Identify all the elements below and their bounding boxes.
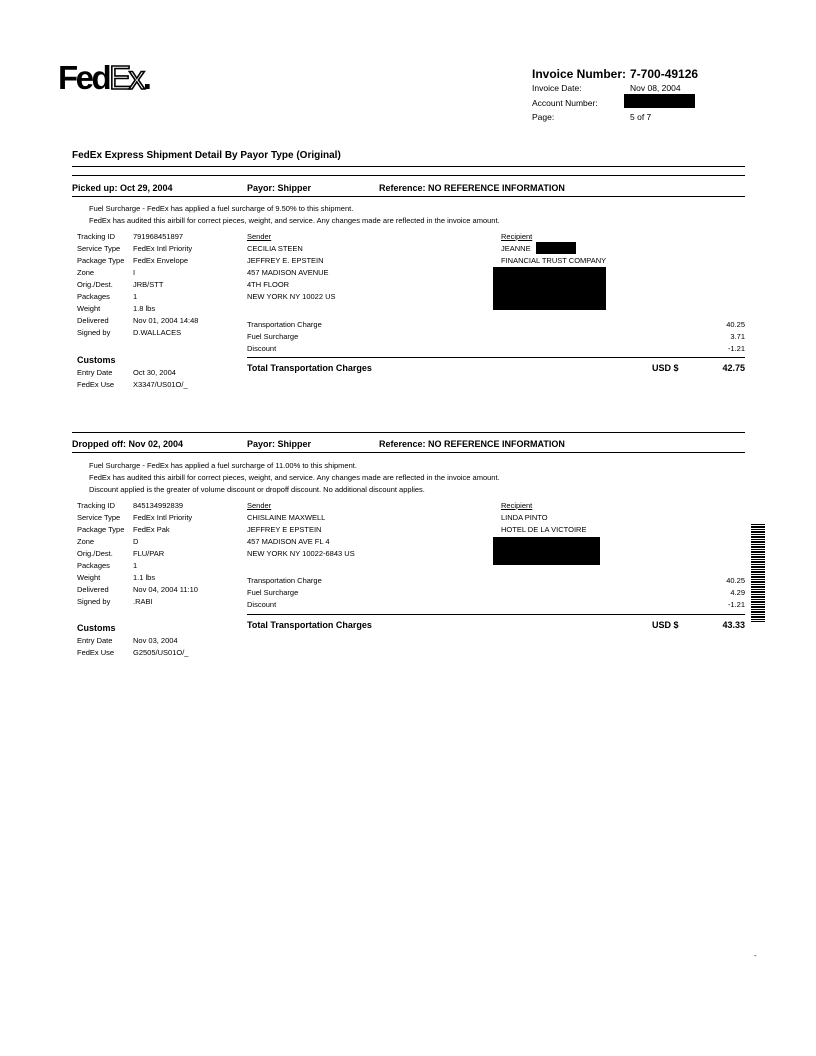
sender-line: 457 MADISON AVENUE — [247, 268, 329, 277]
shipment-payor: Payor: Shipper — [247, 183, 312, 193]
divider — [72, 432, 745, 433]
shipment-note: Discount applied is the greater of volume discount or dropoff discount. No additional discount applies. — [89, 485, 425, 494]
zone-label: Zone — [77, 537, 95, 546]
page-number: 5 of 7 — [630, 112, 652, 122]
fuel-surcharge: 4.29 — [730, 588, 745, 597]
packages: 1 — [133, 561, 138, 570]
tracking-id: 791968451897 — [133, 232, 184, 241]
page-title: FedEx Express Shipment Detail By Payor Type (Original) — [72, 150, 341, 161]
invoice-date: Nov 08, 2004 — [630, 83, 681, 93]
page-label: Page: — [532, 112, 555, 122]
delivered-label: Delivered — [77, 316, 109, 325]
sender-line: 457 MADISON AVE FL 4 — [247, 537, 330, 546]
discount: -1.21 — [727, 600, 745, 609]
shipment-note: Fuel Surcharge - FedEx has applied a fuel surcharge of 9.50% to this shipment. — [89, 204, 354, 213]
total-label: Total Transportation Charges — [247, 620, 372, 630]
total-amount: 43.33 — [722, 620, 745, 630]
weight: 1.8 lbs — [133, 304, 156, 313]
total-amount: 42.75 — [722, 363, 745, 373]
fedex-use: X3347/US01O/_ — [133, 380, 188, 389]
tracking-id: 845134992839 — [133, 501, 184, 510]
sender-line: JEFFREY E. EPSTEIN — [247, 256, 324, 265]
tracking-id-label: Tracking ID — [77, 501, 116, 510]
invoice-number: 7-700-49126 — [630, 67, 699, 81]
sender-line: NEW YORK NY 10022-6843 US — [247, 549, 355, 558]
signed-by-label: Signed by — [77, 328, 111, 337]
total-label: Total Transportation Charges — [247, 363, 372, 373]
shipment-reference: Reference: NO REFERENCE INFORMATION — [379, 439, 565, 449]
account-number-label: Account Number: — [532, 98, 598, 108]
fedex-use-label: FedEx Use — [77, 648, 115, 657]
service-type-label: Service Type — [77, 513, 121, 522]
orig-dest: FLU/PAR — [133, 549, 165, 558]
zone: I — [133, 268, 136, 277]
delivered: Nov 04, 2004 11:10 — [133, 585, 198, 594]
delivered-label: Delivered — [77, 585, 109, 594]
signed-by-label: Signed by — [77, 597, 111, 606]
total-divider — [247, 357, 745, 358]
divider — [72, 452, 745, 453]
fedex-use-label: FedEx Use — [77, 380, 115, 389]
logo-dot: . — [142, 59, 150, 96]
fuel-surcharge-label: Fuel Surcharge — [247, 332, 299, 341]
divider — [72, 175, 745, 176]
shipment-date: Dropped off: Nov 02, 2004 — [72, 439, 184, 449]
signed-by: .RABI — [133, 597, 153, 606]
entry-date-label: Entry Date — [77, 368, 113, 377]
fedex-logo — [58, 60, 149, 96]
sender-heading: Sender — [247, 501, 272, 510]
package-type-label: Package Type — [77, 256, 125, 265]
logo-ex: Ex — [109, 59, 143, 96]
redaction-box — [493, 537, 600, 565]
delivered: Nov 01, 2004 14:48 — [133, 316, 199, 325]
recipient-heading: Recipient — [501, 232, 533, 241]
discount-label: Discount — [247, 344, 277, 353]
zone: D — [133, 537, 139, 546]
customs-heading: Customs — [77, 623, 116, 633]
entry-date-label: Entry Date — [77, 636, 113, 645]
transportation-charge: 40.25 — [726, 576, 745, 585]
package-type: FedEx Envelope — [133, 256, 189, 265]
service-type: FedEx Intl Priority — [133, 244, 193, 253]
fuel-surcharge: 3.71 — [730, 332, 745, 341]
recipient-line: HOTEL DE LA VICTOIRE — [501, 525, 587, 534]
sender-heading: Sender — [247, 232, 272, 241]
shipment-date: Picked up: Oct 29, 2004 — [72, 183, 173, 193]
zone-label: Zone — [77, 268, 95, 277]
redaction-box — [536, 242, 576, 254]
package-type-label: Package Type — [77, 525, 125, 534]
invoice-date-label: Invoice Date: — [532, 83, 582, 93]
weight: 1.1 lbs — [133, 573, 156, 582]
customs-heading: Customs — [77, 355, 116, 365]
footer-mark: - — [754, 951, 757, 960]
packages-label: Packages — [77, 561, 110, 570]
fuel-surcharge-label: Fuel Surcharge — [247, 588, 299, 597]
recipient-line: JEANNE — [501, 244, 531, 253]
currency: USD $ — [652, 620, 679, 630]
recipient-line: FINANCIAL TRUST COMPANY — [501, 256, 607, 265]
sender-line: 4TH FLOOR — [247, 280, 290, 289]
shipment-reference: Reference: NO REFERENCE INFORMATION — [379, 183, 565, 193]
sender-line: NEW YORK NY 10022 US — [247, 292, 336, 301]
shipment-payor: Payor: Shipper — [247, 439, 312, 449]
recipient-heading: Recipient — [501, 501, 533, 510]
fedex-use: G2505/US01O/_ — [133, 648, 189, 657]
sender-line: JEFFREY E EPSTEIN — [247, 525, 322, 534]
shipment-note: Fuel Surcharge - FedEx has applied a fuel surcharge of 11.00% to this shipment. — [89, 461, 357, 470]
redaction-box — [624, 94, 695, 108]
service-type: FedEx Intl Priority — [133, 513, 193, 522]
currency: USD $ — [652, 363, 679, 373]
weight-label: Weight — [77, 573, 101, 582]
packages-label: Packages — [77, 292, 110, 301]
sender-line: CECILIA STEEN — [247, 244, 303, 253]
weight-label: Weight — [77, 304, 101, 313]
discount: -1.21 — [727, 344, 745, 353]
orig-dest: JRB/STT — [133, 280, 164, 289]
discount-label: Discount — [247, 600, 277, 609]
entry-date: Oct 30, 2004 — [133, 368, 176, 377]
packages: 1 — [133, 292, 138, 301]
sender-line: CHISLAINE MAXWELL — [247, 513, 326, 522]
transportation-charge-label: Transportation Charge — [247, 320, 322, 329]
recipient-line: LINDA PINTO — [501, 513, 548, 522]
divider — [72, 166, 745, 167]
service-type-label: Service Type — [77, 244, 121, 253]
logo-fed: Fed — [58, 59, 110, 96]
shipment-note: FedEx has audited this airbill for correct pieces, weight, and service. Any changes made are reflected in the invoice amount. — [89, 216, 500, 225]
invoice-number-label: Invoice Number: — [532, 67, 627, 81]
redaction-box — [493, 267, 606, 310]
orig-dest-label: Orig./Dest. — [77, 549, 113, 558]
orig-dest-label: Orig./Dest. — [77, 280, 113, 289]
transportation-charge: 40.25 — [726, 320, 745, 329]
total-divider — [247, 614, 745, 615]
package-type: FedEx Pak — [133, 525, 170, 534]
transportation-charge-label: Transportation Charge — [247, 576, 322, 585]
shipment-note: FedEx has audited this airbill for correct pieces, weight, and service. Any changes made are reflected in the invoice amount. — [89, 473, 500, 482]
divider — [72, 196, 745, 197]
entry-date: Nov 03, 2004 — [133, 636, 178, 645]
tracking-id-label: Tracking ID — [77, 232, 116, 241]
signed-by: D.WALLACES — [133, 328, 182, 337]
barcode — [751, 524, 765, 622]
